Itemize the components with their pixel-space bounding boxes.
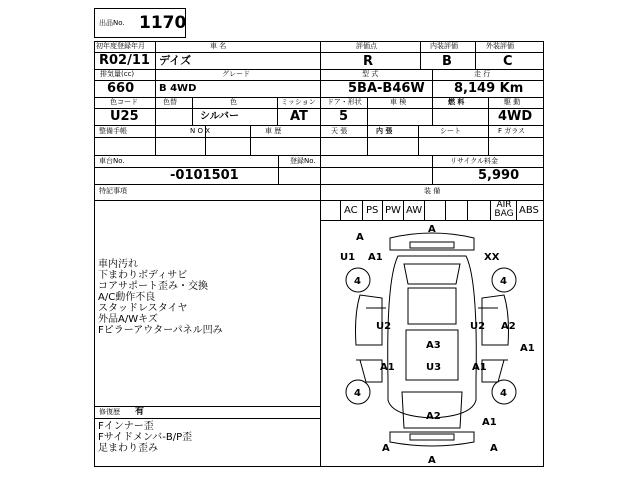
door-label: ドア・形状 — [327, 98, 362, 106]
mileage-label: 走 行 — [474, 70, 491, 78]
mission-label: ミッション — [281, 98, 316, 106]
repair-notes-list — [98, 421, 192, 454]
nox-label: N O X — [190, 127, 210, 135]
mark-rear-right-corner-a1: A1 — [482, 417, 497, 428]
repair-note-item: Fサイドメンバ-B/P歪 — [98, 432, 193, 443]
mission-value: AT — [290, 109, 308, 124]
tire-front-right-value: 4 — [500, 276, 507, 287]
mark-roof-u3: U3 — [426, 362, 442, 373]
repair-note-item: 足まわり歪み — [98, 443, 158, 454]
note-item: Fピラーアウターパネル凹み — [98, 325, 223, 336]
note-item: コアサポート歪み・交換 — [98, 281, 208, 292]
rear-left-panel — [360, 360, 382, 382]
windshield-outline — [408, 288, 456, 324]
exterior-value: C — [503, 54, 513, 69]
grade-label: グレード — [222, 70, 250, 78]
note-item: 下まわりボディサビ — [98, 270, 188, 281]
mark-rear-right-a1: A1 — [472, 362, 487, 373]
notes-list — [98, 259, 223, 336]
interior-top-label: 内 張 — [376, 127, 393, 135]
inspection-label: 車 検 — [390, 98, 407, 106]
mark-rear-left-corner-a: A — [382, 443, 390, 454]
repair-label: 修復歴 — [99, 408, 120, 416]
displacement-value: 660 — [107, 81, 135, 96]
drive-label: 駆 動 — [504, 98, 521, 106]
mark-right-edge-a1: A1 — [520, 343, 535, 354]
score-label: 評価点 — [356, 42, 377, 50]
mark-trunk-a2: A2 — [426, 411, 441, 422]
mark-roof-a3: A3 — [426, 340, 441, 351]
interior-value: B — [442, 54, 452, 69]
score-value: R — [363, 54, 374, 69]
right-door-outline — [482, 295, 509, 345]
equip-aw: AW — [406, 205, 423, 216]
mark-right-door-a2: A2 — [501, 321, 516, 332]
trunk-outline — [402, 392, 462, 428]
recycle-label: リサイクル料金 — [450, 157, 499, 165]
color-code-value: U25 — [110, 109, 139, 124]
door-value: 5 — [339, 109, 349, 124]
model-value: 5BA-B46W — [348, 81, 425, 96]
displacement-label: 排気量(cc) — [100, 70, 135, 78]
repair-value: 有 — [135, 407, 145, 417]
lot-label: 出品No. — [99, 19, 125, 27]
fuel-label: 燃 料 — [448, 98, 465, 106]
equip-airbag: AIR BAG — [494, 200, 514, 219]
equip-abs: ABS — [519, 205, 539, 216]
equip-pw: PW — [385, 205, 401, 216]
mark-left-fender-a1: A1 — [368, 252, 383, 263]
note-item: 車内汚れ — [98, 259, 138, 270]
mark-rear-left-a1: A1 — [380, 362, 395, 373]
recycle-value: 5,990 — [478, 168, 520, 183]
grade-value: B 4WD — [159, 83, 197, 94]
mileage-value: 8,149 Km — [454, 81, 524, 96]
color-label: 色 — [230, 98, 237, 106]
mark-rear-right-a: A — [490, 443, 498, 454]
interior-label: 内装評価 — [430, 42, 458, 50]
note-item: A/C動作不良 — [98, 292, 156, 303]
color-code-label: 色コード — [110, 98, 138, 106]
repair-note-item: Fインナー歪 — [98, 421, 154, 432]
tire-front-left-value: 4 — [354, 276, 361, 287]
front-grille — [410, 242, 454, 248]
lot-number: 1170 — [139, 13, 187, 33]
exterior-label: 外装評価 — [486, 42, 514, 50]
mark-left-fender-u1: U1 — [340, 252, 356, 263]
car-body-outline — [388, 256, 477, 418]
mark-front-bumper-top: A — [428, 224, 436, 235]
mark-right-fender-xx: XX — [484, 252, 500, 263]
note-item: スタッドレスタイヤ — [98, 303, 188, 314]
car-name-label: 車 名 — [210, 42, 227, 50]
chassis-value: -0101501 — [170, 168, 239, 183]
tire-rear-right-value: 4 — [500, 388, 507, 399]
first-reg-label: 初年度登録年月 — [96, 42, 145, 50]
reg-no-label: 登録No. — [290, 157, 316, 165]
equip-ac: AC — [344, 205, 358, 216]
mark-rear-bumper-bottom: A — [428, 455, 436, 466]
hood-outline — [404, 264, 460, 284]
history-label: 車 歴 — [265, 127, 282, 135]
equip-ps: PS — [366, 205, 379, 216]
maintenance-label: 整備手帳 — [99, 127, 127, 135]
mark-front-left: A — [356, 232, 364, 243]
seat-label: シート — [440, 127, 461, 135]
chassis-label: 車台No. — [99, 157, 125, 165]
drive-value: 4WD — [498, 109, 533, 124]
notes-label: 特記事項 — [99, 187, 127, 195]
note-item: 外品A/Wキズ — [98, 314, 158, 325]
rear-plate — [410, 434, 454, 440]
roof-label: 天 張 — [331, 127, 348, 135]
color-value: シルバー — [200, 111, 240, 122]
lot-box — [94, 8, 186, 38]
tire-rear-left-value: 4 — [354, 388, 361, 399]
model-label: 型 式 — [362, 70, 379, 78]
equipment-label: 装 備 — [424, 187, 441, 195]
car-name-value: デイズ — [159, 54, 192, 67]
left-door-outline — [356, 295, 383, 345]
mark-right-door-u2: U2 — [470, 321, 486, 332]
fglass-label: F ガラス — [498, 127, 526, 135]
mark-left-door-u2: U2 — [376, 321, 392, 332]
color-no-label: 色替 — [163, 98, 177, 106]
first-reg-value: R02/11 — [99, 53, 150, 68]
car-diagram — [320, 220, 544, 467]
